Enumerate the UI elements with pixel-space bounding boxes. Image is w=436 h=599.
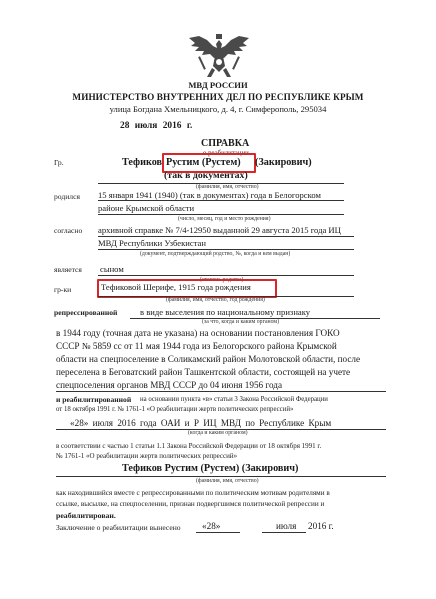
repression-para-3: области на спецпоселение в Соликамский район Молотовской области, после xyxy=(56,354,361,364)
relation-value: сыном xyxy=(100,264,124,274)
label-rehabilitated: и реабилитированной xyxy=(56,395,132,404)
rule xyxy=(196,532,240,533)
consequence-line-4: ссылке, высылке, на спецпоселении, признан подвергшимся политической репрессии и xyxy=(56,500,325,508)
repression-para-4: переселена в Беговатский район Ташкентской области, состоящей на учете xyxy=(56,367,351,377)
address: улица Богдана Хмельницкого, д. 4, г. Симферополь, 295034 xyxy=(109,104,327,114)
ministry-short: МВД РОССИИ xyxy=(188,80,248,90)
mother-value: Тефиковой Шерифе, 1915 года рождения xyxy=(101,282,251,292)
label-is: является xyxy=(54,265,82,274)
label-gr: Гр. xyxy=(54,158,64,167)
caption-mother: (фамилия, имя, отчество, год рождения) xyxy=(166,297,265,303)
person-name-highlight: Рустим (Рустем) xyxy=(166,157,241,168)
label-repressed: репрессированной xyxy=(54,308,118,317)
repression-para-5: спецпоселения органов МВД СССР до 04 июня 1956 года xyxy=(56,380,283,390)
consequence-line-1: в соответствии с частью 1 статьи 1.1 Закона Российской Федерации от 18 октября 1991 г. xyxy=(56,442,322,450)
basis-line-1: архивной справке № 7/4-12950 выданной 29 августа 2015 года ИЦ xyxy=(98,225,341,235)
rehab-law-1: на основании пункта «в» статьи 3 Закона Российской Федерации xyxy=(140,396,328,403)
document-title: СПРАВКА xyxy=(201,138,250,149)
caption-birth: (число, месяц, год и место рождения) xyxy=(178,216,271,222)
rehab-line: «28» июля 2016 года ОАИ и Р ИЦ МВД по Республике Крым xyxy=(70,418,332,428)
consequence-line-2: № 1761-1 «О реабилитации жертв политических репрессий» xyxy=(56,452,238,460)
label-born: родился xyxy=(54,192,80,201)
rule xyxy=(98,236,354,237)
basis-line-2: МВД Республики Узбекистан xyxy=(98,238,206,248)
rule xyxy=(262,532,306,533)
caption-rehab: (когда и каким органом) xyxy=(188,430,248,436)
conclusion-year: 2016 г. xyxy=(308,521,334,531)
conclusion-month: июля xyxy=(276,521,297,531)
mvd-eagle-emblem-icon xyxy=(187,34,251,78)
repression-para-1: в 1944 году (точная дата не указана) на основании постановления ГОКО xyxy=(56,328,340,338)
document-subtitle: о реабилитации xyxy=(203,150,249,157)
caption-consequence: (фамилия, имя, отчество) xyxy=(196,478,259,484)
caption-relation: (степень родства) xyxy=(200,277,244,283)
consequence-line-3: как находившийся вместе с репрессированными по политическим мотивам родителями в xyxy=(56,489,330,497)
document-date: 28 июля 2016 г. xyxy=(120,121,193,131)
rehab-law-2: от 18 октября 1991 г. № 1761-1 «О реабилитации жертв политических репрессий» xyxy=(56,406,294,413)
rule xyxy=(56,476,386,477)
person-name-suffix: (Закирович) xyxy=(255,157,312,168)
consequence-name: Тефиков Рустим (Рустем) (Закирович) xyxy=(122,463,299,474)
repression-para-2: СССР № 5859 сс от 11 мая 1944 года из Белогорского района Крымской xyxy=(56,341,337,351)
rehabilitated-word: реабилитирован. xyxy=(56,511,116,520)
person-name-prefix: Тефиков xyxy=(122,157,163,168)
label-according: согласно xyxy=(54,226,83,235)
conclusion-day: «28» xyxy=(202,521,221,531)
rule xyxy=(98,200,344,201)
rule xyxy=(56,391,386,392)
rule xyxy=(98,214,344,215)
repression-value: в виде выселения по национальному признаку xyxy=(140,307,311,317)
conclusion-prefix: Заключение о реабилитации вынесено xyxy=(56,523,181,532)
person-name-note: (так в документах) xyxy=(164,170,248,181)
caption-repression: (за что, когда и каким органом) xyxy=(202,319,280,325)
rule xyxy=(98,249,354,250)
birth-line-2: районе Крымской области xyxy=(98,203,195,213)
caption-basis: (документ, подтверждающий родство, №, когда и кем выдан) xyxy=(140,251,291,257)
rule xyxy=(98,275,354,276)
ministry-full: МИНИСТЕРСТВО ВНУТРЕННИХ ДЕЛ ПО РЕСПУБЛИКЕ КРЫМ xyxy=(72,92,364,102)
label-citizen: гр-ки xyxy=(54,285,72,294)
birth-line-1: 15 января 1941 (1940) (так в документах) года в Белогорском xyxy=(98,190,321,200)
caption-fio: (фамилия, имя, отчество) xyxy=(196,184,259,190)
